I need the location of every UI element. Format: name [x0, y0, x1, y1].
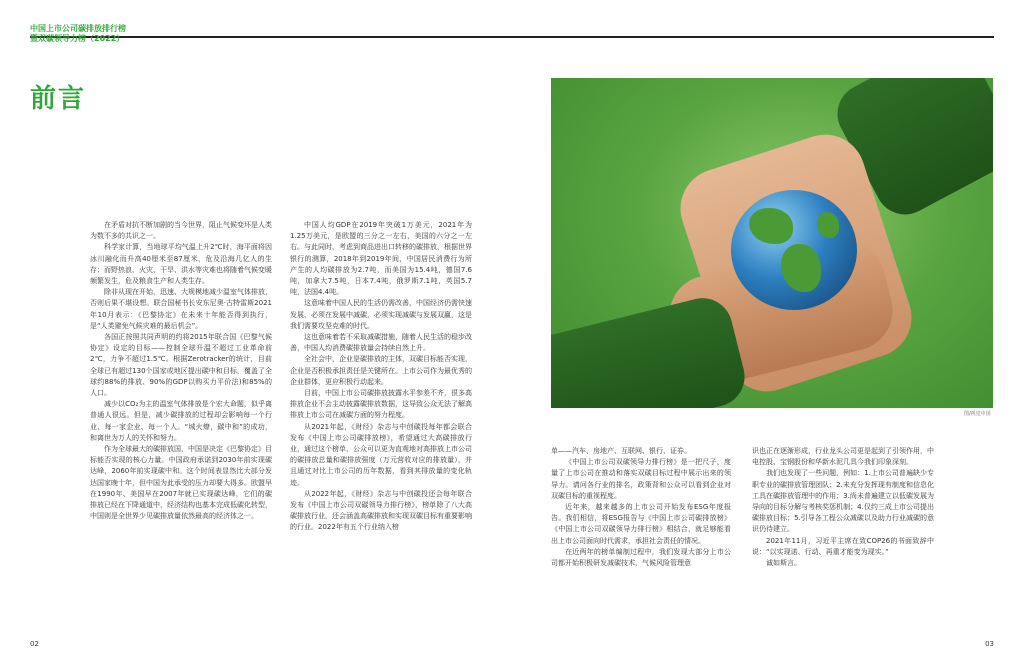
page-number-right: 03 [985, 640, 994, 648]
text-column-1 [90, 220, 272, 522]
paragraph: 目前，中国上市公司碳排放披露水平参差不齐，很多高排放企业不会主动披露碳排放数据，这导致公众无法了解高排放上市公司在减碳方面的努力程度。 [290, 389, 472, 420]
paragraph: 减少以CO₂为主的温室气体排放是个宏大命题，似乎离普通人很远。但是，减少碳排放的过程却会影响每一个行业、每一家企业、每一个人。“城火燎，碳中和”的成功，和离世为万人的关怀和努力。 [90, 400, 272, 442]
paragraph: 识也正在逐渐形成，行业龙头公司更是起到了引领作用，中电控股、宝钢股份和华新水泥几具今我们印象深刻。 [752, 447, 934, 467]
paragraph: 科学家计算，当地球平均气温上升2℃时，海平面将因冰川融化而升高40厘米至87厘米，危及沿海几亿人的生存；而野热浪、火灾、干旱、洪水等灾难也将随着气候变暖频繁发生，危及粮食生产和人类生存。 [90, 243, 272, 286]
paragraph: 我们也发现了一些问题，例如：1.上市公司普遍缺少专职专业的碳排放管理团队；2.未充分发挥现有制度和信息化工具在碳排放管理中的作用；3.尚未普遍建立以低碳发展为导向的目标分解与考核奖惩机制；4.仅约三成上市公司提出碳排放目标；5.引导各工程公众减碳以及助力行业减碳的意识仍待建立。 [752, 469, 934, 534]
hands-holding-globe-photo [551, 78, 993, 408]
paragraph: 全社会中，企业是碳排放的主体，双碳目标能否实现，企业是否积极承担责任是关键所在。上市公司作为最优秀的企业群体，更应积极行动起来。 [290, 355, 472, 386]
paragraph: 从2021年起，《财经》杂志与中创碳投每年都会联合发布《中国上市公司碳排放榜》，希望通过大高碳排放行业，通过这个榜单，公众可以更为直观地对高排放上市公司的碳排放总量和碳排放强度（万元营收对应的排放量），并且通过对比上市公司的历年数据，看到其排放量的变化轨迹。 [290, 422, 472, 487]
paragraph: 单——汽车、房地产、互联网、银行、证券。 [551, 447, 691, 455]
section-title: 前言 [30, 84, 87, 114]
paragraph: 除非从现在开始，迅速、大规模地减少温室气体排放，否则后果不堪设想。联合国秘书长安东尼奥·古特雷斯2021年10月表示：《巴黎协定》在未来十年能否得到执行，是“人类避免气候灾难的最后机会”。 [90, 288, 272, 330]
globe-land [781, 244, 821, 292]
header-line-2: 暨双碳领导力榜（2022） [30, 34, 125, 43]
paragraph: 近年来，越来越多的上市公司开始发布ESG年度报告。我们相信，将ESG报告与《中国上市公司碳排放榜》《中国上市公司双碳领导力排行榜》相结合，就足够能看出上市公司面向时代需求，承担社会责任的情况。 [551, 503, 731, 545]
green-sleeve-bottom [551, 292, 751, 408]
globe-land [817, 212, 839, 238]
paragraph: 在近两年的榜单编制过程中，我们发现大部分上市公司都开始积极研发减碳技术，气候风险管理意 [551, 547, 731, 568]
report-header [30, 24, 126, 44]
text-column-4 [752, 446, 934, 569]
paragraph: 中国人均GDP在2019年突破1万美元，2021年为1.25万美元，是欧盟的三分之一左右，美国的六分之一左右。与此同时，考虑到商品进出口转移的碳排放，根据世界银行的测算，2018年到2019年间，中国居民消费行为所产生的人均碳排放为2.7吨，而美国为15.4吨，德国7.6吨，加拿大7.5吨，日本7.4吨，俄罗斯7.1吨，英国5.7吨，法国4.4吨。 [290, 221, 472, 297]
paragraph: 这意味着中国人民的生活仍需改善，中国经济仍需快速发展，必须在发展中减碳，必须实现减碳与发展双赢，这是我们需要攻坚克难的时代。 [290, 299, 472, 330]
paragraph: 诚如斯言。 [766, 559, 801, 568]
paragraph: 各国正按照共同声明的约将2015年联合国《巴黎气候协定》设定的目标——控制全球升温不超过工业革命前2℃，力争不超过1.5℃。根据Zerotracker的统计，目前全球已有超过130个国家或地区提出碳中和目标，覆盖了全球约88%的排放、90%的GDP以购买力平价法)和85%的人口。 [90, 333, 272, 398]
top-rule [512, 36, 994, 38]
paragraph: 《中国上市公司双碳领导力排行榜》是一把尺子，度量了上市公司在推动和落实双碳目标过程中展示出来的领导力。请问各行业的排名，政策背和公众可以看到企业对双碳目标的重视程度。 [551, 458, 731, 500]
header-line-1: 中国上市公司碳排放排行榜 [30, 24, 126, 33]
paragraph: 在矛盾对抗不断加剧的当今世界，阻止气候变坏是人类为数不多的共识之一。 [90, 221, 272, 241]
text-column-2 [290, 220, 472, 534]
paragraph: 作为全球最大的碳排放国，中国是决定《巴黎协定》目标能否实现的核心力量。中国政府承诺到2030年前实现碳达峰，2060年前实现碳中和。这个时间表显然比大部分发达国家晚十年，但中国为此承受的压力却要大得多。欧盟早在1990年、美国早在2007年就已实现碳达峰，它们的碳排放已经在下降通道中，经济结构也基本完成低碳化转型，中国则是全世界少见碳排放量依然最高的经济体之一。 [90, 445, 272, 521]
photo-caption: 图/视觉中国 [964, 411, 991, 417]
paragraph: 这也意味着若不采取减碳措施，随着人民生活的稳步改善，中国人均消费碳排放量会持续自然上升。 [290, 333, 472, 353]
page-number-left: 02 [30, 640, 39, 648]
paragraph: 从2022年起，《财经》杂志与中创碳投还会每年联合发布《中国上市公司双碳领导力排行榜》，榜单除了八大高碳排放行业，还会涵盖高碳排放和实现双碳目标有重要影响的行业。2022年有五个行业纳入榜 [290, 489, 472, 532]
text-column-3 [551, 446, 731, 569]
globe-land [749, 208, 793, 244]
paragraph: 2021年11月，习近平主席在致COP26的书面致辞中说：“以实现诺、行动、再重才能变为现实。” [752, 536, 934, 556]
earth-globe [731, 190, 857, 310]
